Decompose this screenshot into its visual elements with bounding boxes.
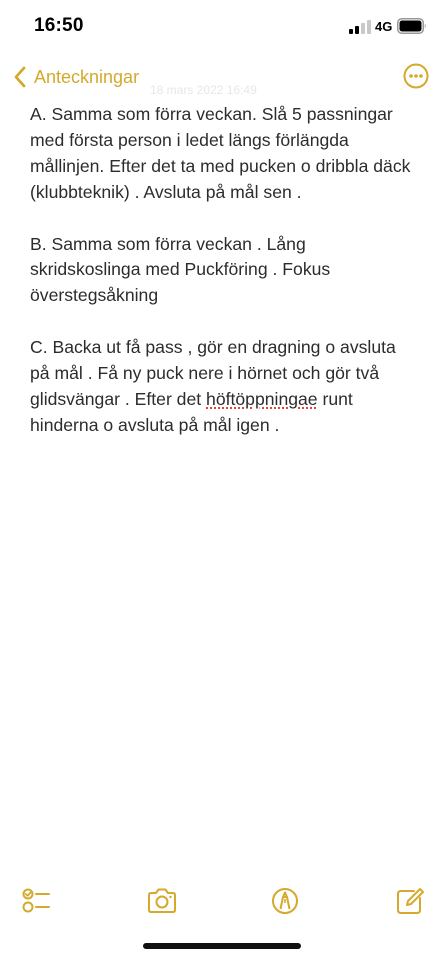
- markup-pen-icon[interactable]: [269, 886, 301, 916]
- status-bar: [0, 0, 444, 52]
- status-time: 16:50: [34, 15, 84, 36]
- misspelled-word[interactable]: höftöppningae: [206, 388, 318, 409]
- bottom-toolbar: [0, 880, 444, 922]
- ellipsis-circle-icon[interactable]: [403, 63, 429, 89]
- note-paragraph-b: B. Samma som förra veckan . Lång skridskoslinga med Puckföring . Fokus överstegsåkning: [30, 233, 331, 306]
- note-paragraph-c-start: C. Backa ut få pass , gör en dragning o avsluta på mål . Få ny puck nere i hörnet och gör två glidsvängar . Efter det: [30, 337, 396, 409]
- note-paragraph-c-end: runt hinderna o avsluta på mål igen .: [30, 388, 353, 435]
- note-paragraph-c: [30, 335, 420, 439]
- back-button[interactable]: [12, 64, 139, 90]
- home-indicator[interactable]: [143, 943, 301, 949]
- nav-bar: [0, 52, 444, 98]
- compose-icon[interactable]: [394, 886, 426, 916]
- note-body[interactable]: [30, 102, 420, 465]
- camera-icon[interactable]: [146, 886, 178, 916]
- cellular-signal-icon: [349, 20, 371, 34]
- back-button-label: Anteckningar: [34, 66, 140, 87]
- note-date: 18 mars 2022 16:49: [150, 83, 257, 97]
- network-type-label: 4G: [375, 19, 393, 34]
- checklist-icon[interactable]: [20, 886, 52, 916]
- battery-icon: [397, 18, 427, 34]
- note-paragraph-a: A. Samma som förra veckan. Slå 5 passningar med första person i ledet längs förlängda mållinjen. Efter det ta med pucken o dribbla däck (klubbteknik) . Avsluta på mål sen .: [30, 104, 411, 202]
- chevron-left-icon: [12, 65, 28, 89]
